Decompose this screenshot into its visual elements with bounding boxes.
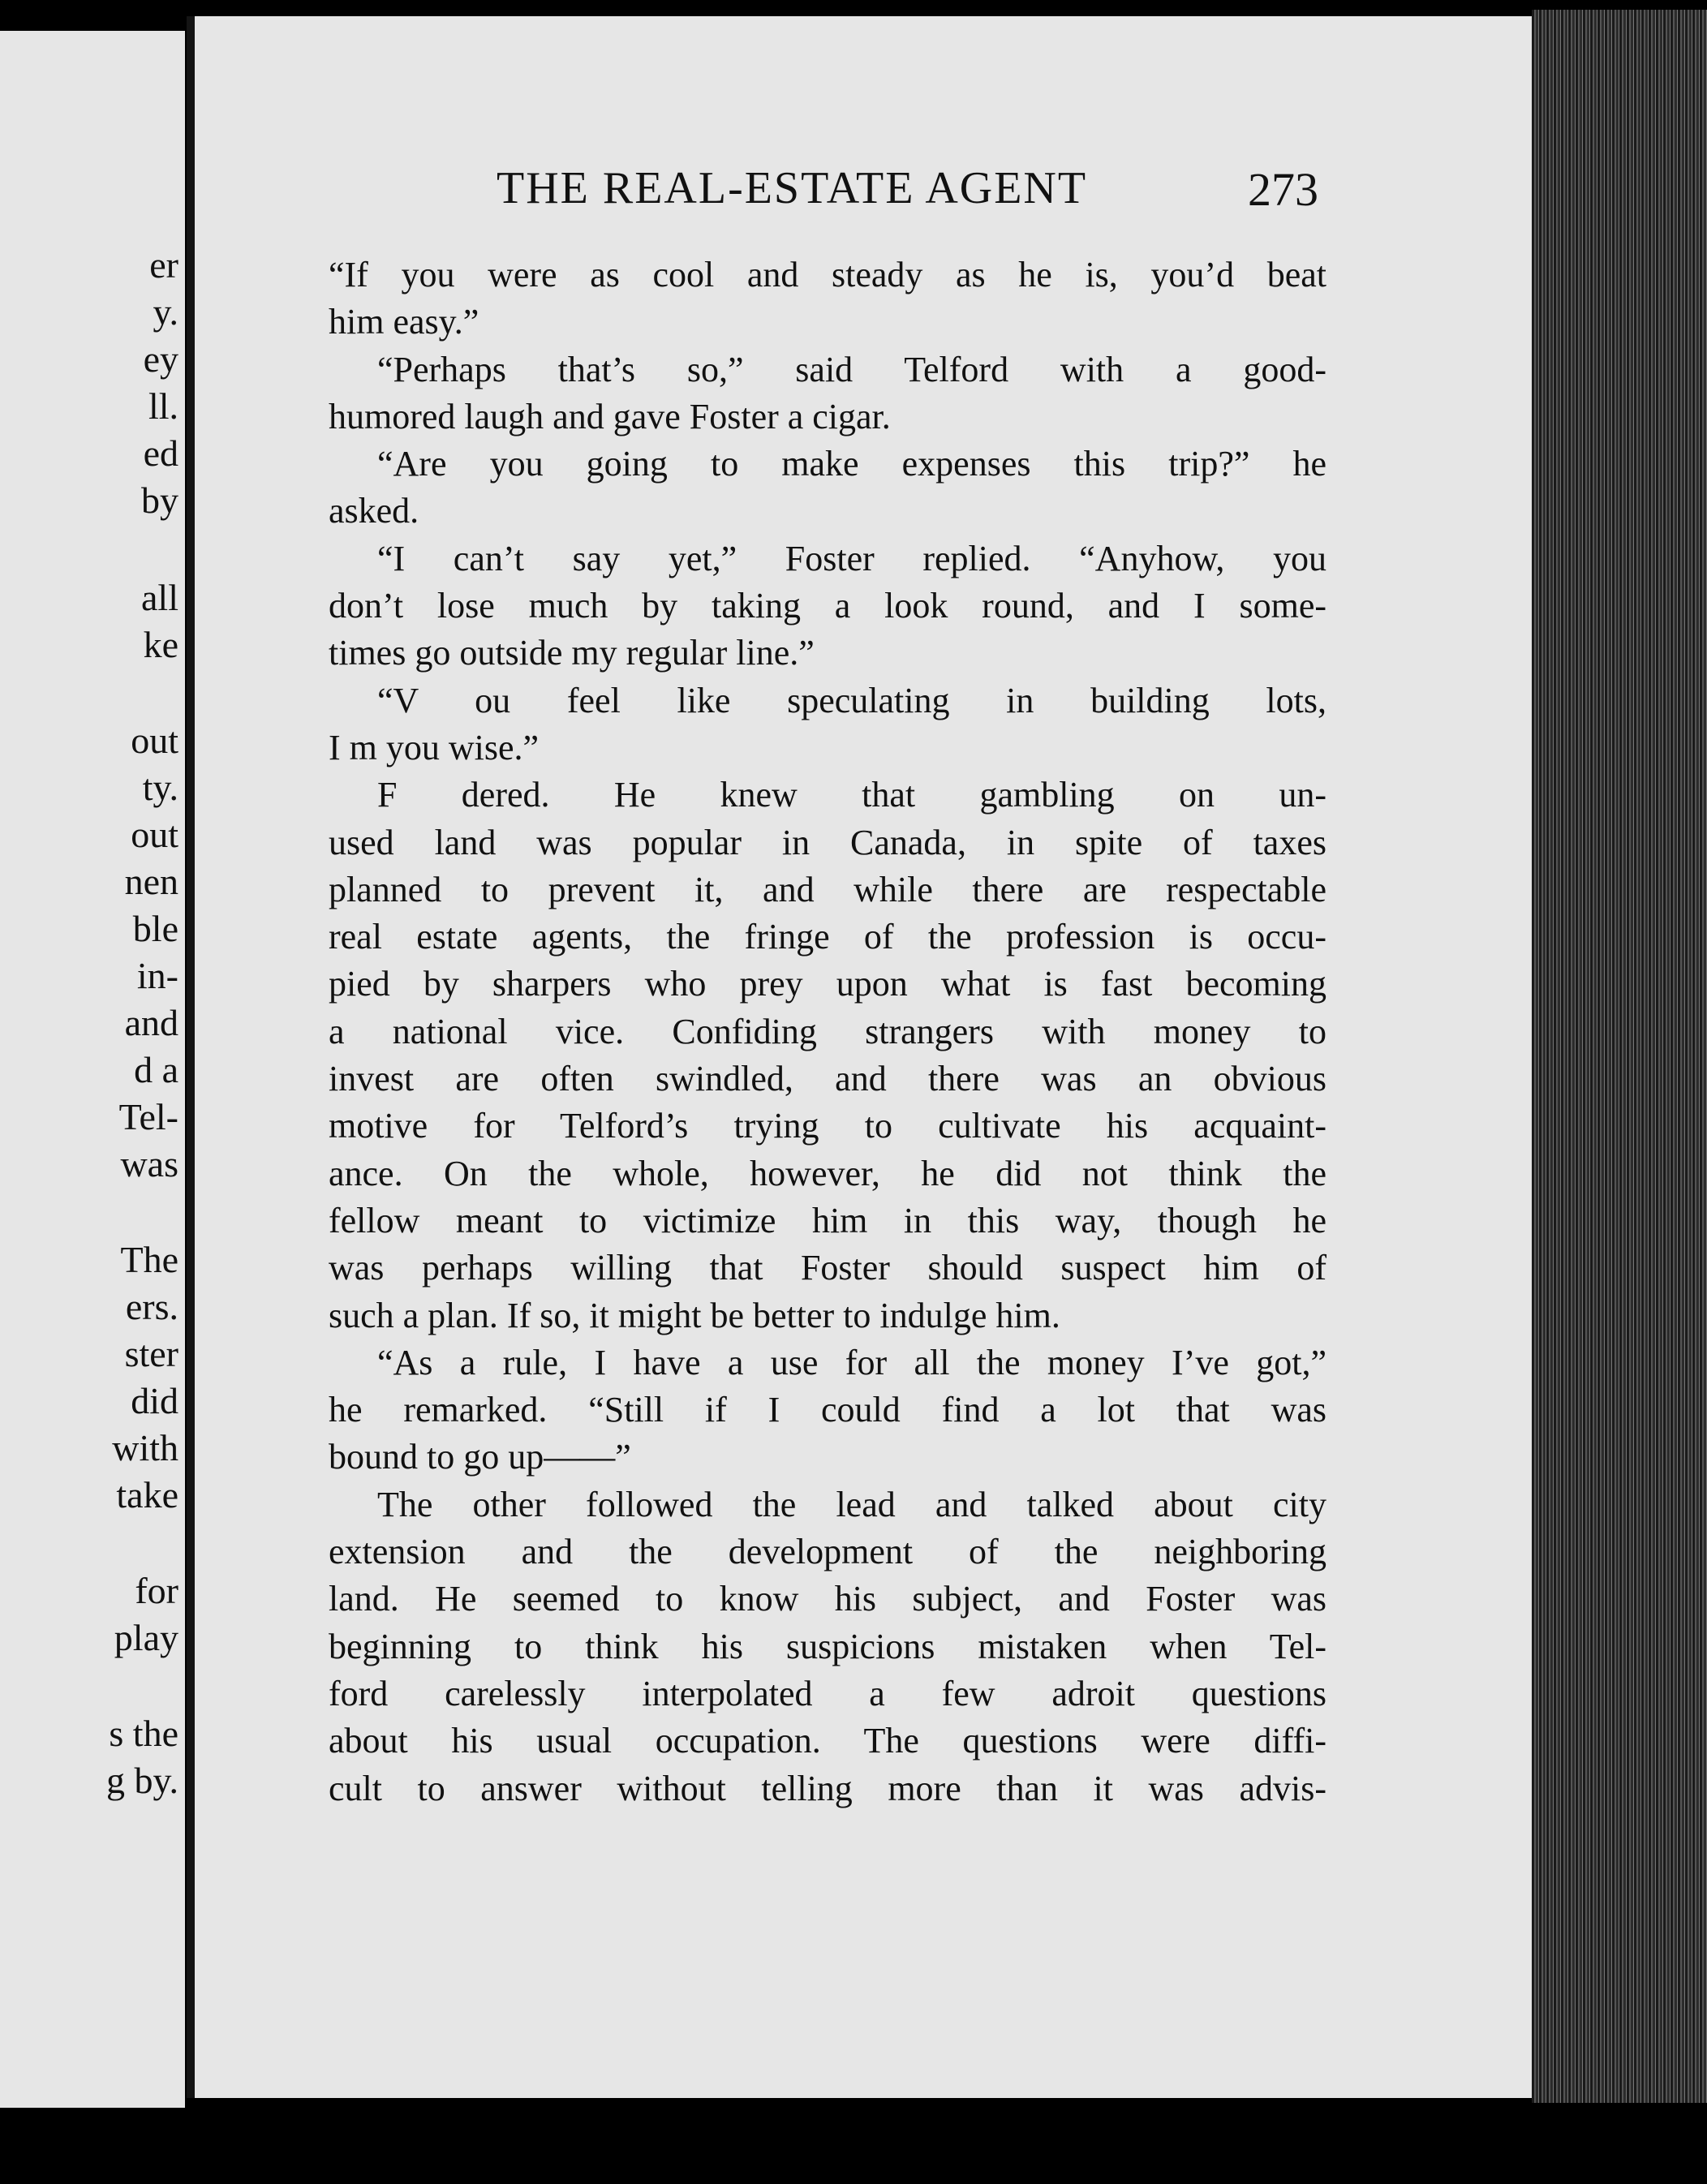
facing-page-line-fragment: in- [136, 955, 178, 996]
facing-page-line-fragment: play [114, 1617, 178, 1658]
text-line: The other followed the lead and talked about city [377, 1484, 1326, 1524]
text-line: ance. On the whole, however, he did not think the [329, 1153, 1326, 1193]
facing-page-line-fragment: out [131, 720, 178, 761]
page-number: 273 [1248, 163, 1318, 216]
text-line: land. He seemed to know his subject, and Foster was [329, 1579, 1326, 1619]
text-line: “If you were as cool and steady as he is, you’d beat [329, 255, 1326, 294]
text-line: bound to go up——” [329, 1437, 631, 1477]
facing-page-line-fragment: g by. [105, 1760, 178, 1801]
facing-page-line-fragment: for [135, 1570, 178, 1611]
facing-page-line-fragment: d a [134, 1049, 178, 1090]
text-line: don’t lose much by taking a look round, and I some- [329, 586, 1326, 626]
text-line: cult to answer without telling more than it was advis- [329, 1768, 1326, 1808]
facing-page-line-fragment: was [120, 1143, 178, 1184]
facing-page-line-fragment: The [120, 1239, 178, 1280]
text-line: motive for Telford’s trying to cultivate his acquaint- [329, 1106, 1326, 1146]
text-line: “V ou feel like speculating in building lots, [377, 680, 1326, 720]
text-line: real estate agents, the fringe of the profession is occu- [329, 917, 1326, 957]
facing-page-line-fragment: er [149, 244, 178, 286]
facing-page-line-fragment: ty. [142, 767, 178, 808]
facing-page-line-fragment: ke [143, 624, 178, 665]
facing-page-line-fragment: did [131, 1380, 178, 1421]
text-line: “Are you going to make expenses this trip?” he [377, 444, 1326, 484]
text-line: fellow meant to victimize him in this way, though he [329, 1200, 1326, 1240]
text-line: him easy.” [329, 302, 479, 342]
facing-page-line-fragment: by [141, 479, 178, 521]
text-line: he remarked. “Still if I could find a lot that was [329, 1390, 1326, 1430]
text-line: about his usual occupation. The questions were diffi- [329, 1721, 1326, 1761]
facing-page-line-fragment: s the [109, 1713, 178, 1754]
facing-page-line-fragment: ed [143, 432, 178, 474]
text-line: humored laugh and gave Foster a cigar. [329, 396, 891, 436]
facing-page-line-fragment: ey [143, 338, 178, 380]
facing-page-line-fragment: take [116, 1474, 178, 1515]
text-line: “Perhaps that’s so,” said Telford with a good- [377, 349, 1326, 389]
facing-page-line-fragment: Tel- [118, 1096, 178, 1137]
text-line: F dered. He knew that gambling on un- [377, 775, 1326, 815]
page-edge [1532, 10, 1707, 2103]
text-line: “As a rule, I have a use for all the money I’ve got,” [377, 1342, 1326, 1382]
facing-page-line-fragment: out [131, 814, 178, 855]
facing-page-line-fragment: ll. [148, 385, 178, 427]
text-line: ford carelessly interpolated a few adroit questions [329, 1673, 1326, 1713]
running-head: THE REAL-ESTATE AGENT [497, 163, 1088, 213]
text-line: “I can’t say yet,” Foster replied. “Anyhow, you [377, 538, 1326, 578]
text-line: used land was popular in Canada, in spite of taxes [329, 822, 1326, 862]
facing-page-line-fragment: nen [124, 861, 178, 902]
facing-page-line-fragment: y. [153, 291, 178, 333]
text-line: times go outside my regular line.” [329, 633, 815, 673]
text-line: invest are often swindled, and there was an obvious [329, 1059, 1326, 1099]
facing-page-line-fragment: ster [124, 1333, 178, 1374]
text-line: was perhaps willing that Foster should suspect him of [329, 1248, 1326, 1288]
text-line: extension and the development of the neighboring [329, 1532, 1326, 1572]
text-line: a national vice. Confiding strangers with money to [329, 1011, 1326, 1051]
text-line: planned to prevent it, and while there are respectable [329, 869, 1326, 909]
text-line: beginning to think his suspicions mistaken when Tel- [329, 1626, 1326, 1666]
facing-page-line-fragment: with [112, 1427, 178, 1468]
facing-page-line-fragment: ers. [125, 1286, 178, 1327]
text-line: such a plan. If so, it might be better to indulge him. [329, 1295, 1060, 1335]
text-line: asked. [329, 491, 419, 531]
text-line: pied by sharpers who prey upon what is fast becoming [329, 964, 1326, 1004]
facing-page-fragment [0, 31, 185, 2108]
text-line: I m you wise.” [329, 727, 540, 767]
facing-page-line-fragment: ble [132, 908, 178, 949]
facing-page-line-fragment: and [124, 1002, 178, 1043]
facing-page-line-fragment: all [141, 577, 178, 618]
body-text [329, 252, 1326, 1812]
